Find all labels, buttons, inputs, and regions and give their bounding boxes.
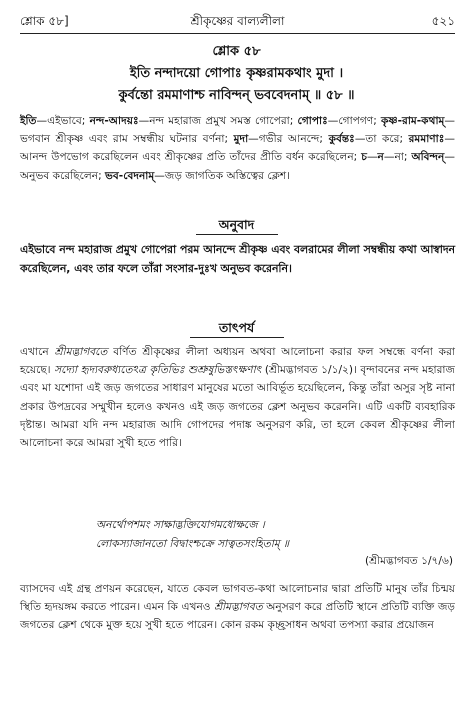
translation-heading-underline (196, 234, 278, 235)
syn-meaning: আনন্দ উপভোগ করেছিলেন এবং শ্রীকৃষ্ণের প্রতি তাঁদের প্রীতি বর্ধন করেছিলেন; (20, 151, 362, 164)
translation-text: এইভাবে নন্দ মহারাজ প্রমুখ গোপেরা পরম আনন্দে শ্রীকৃষ্ণ এবং বলরামের লীলা সম্বন্ধীয় কথা আস্বাদন করেছিলেন, এবং তার ফলে তাঁরা সংসার-দুঃখ অনুভব করেননি। (20, 243, 455, 275)
page-header (20, 10, 455, 32)
syn-word: ভব-বেদনাম্ (105, 169, 155, 182)
syn-meaning: এইভাবে; (47, 115, 90, 127)
purport-paragraph-2 (20, 580, 455, 635)
syn-word: কুর্বন্তঃ (328, 133, 355, 146)
purport-text: অনুসরণ করে প্রতিটি স্থানে প্রতিটি ব্যক্তি জড় জগতের ক্লেশ থেকে মুক্ত হয়ে সুখী হতে পারেন। কোন রকম কৃচ্ছ্রসাধন অথবা তপস্যা করার প্রয়োজন (20, 601, 455, 632)
header-chapter-title: শ্রীকৃষ্ণের বাল্যলীলা (190, 14, 285, 28)
syn-word: চ (361, 151, 367, 164)
header-verse-ref: শ্লোক ৫৮] (20, 14, 69, 28)
syn-word: নন্দ-আদয়ঃ (89, 115, 139, 127)
verse-line-1: ইতি নন্দাদয়ো গোপাঃ কৃষ্ণরামকথাং মুদা । (129, 66, 344, 81)
syn-word: কৃষ্ণ-রাম-কথাম্ (380, 115, 445, 127)
header-divider (20, 33, 455, 34)
sanskrit-quote-line-2: লোকস্যাজানতো বিদ্বাংশ্চক্রে সাত্বতসংহিতাম্ ॥ (96, 538, 290, 550)
syn-meaning: নন্দ মহারাজ প্রমুখ সমস্ত গোপেরা; (149, 115, 298, 127)
synonyms-paragraph: ইতি—এইভাবে; নন্দ-আদয়ঃ—নন্দ মহারাজ প্রমুখ সমস্ত গোপেরা; গোপাঃ—গোপগণ; কৃষ্ণ-রাম-কথাম্—ভগবান শ্রীকৃষ্ণ এবং রাম সম্বন্ধীয় ঘটনার বর্ণনা; মুদা—গভীর আনন্দে; কুর্বন্তঃ—তা করে; রমমাণাঃ—আনন্দ উপভোগ করেছিলেন এবং শ্রীকৃষ্ণের প্রতি তাঁদের প্রীতি বর্ধন করেছিলেন; চ—ন—না; অবিন্দন্—অনুভব করেছিলেন; ভব-বেদনাম্—জড় জাগতিক অস্তিত্বের ক্লেশ। (20, 115, 455, 182)
syn-word: মুদা (233, 133, 249, 146)
purport-text: এখানে (20, 346, 55, 358)
syn-word: গোপাঃ (297, 115, 328, 127)
purport-heading: তাৎপর্য (218, 320, 255, 335)
purport-book-title: শ্রীমদ্ভাগবতে (54, 346, 108, 358)
syn-word: রমমাণাঃ (408, 133, 445, 146)
syn-meaning: ভগবান শ্রীকৃষ্ণ এবং রাম সম্বন্ধীয় ঘটনার বর্ণনা; (20, 133, 234, 146)
syn-meaning: গোপগণ; (338, 115, 381, 127)
syn-word: অবিন্দন্ (411, 151, 445, 164)
purport-book-title: শ্রীমদ্ভাগবত (214, 601, 263, 614)
syn-word: ইতি (20, 115, 37, 127)
purport-text: বর্ণিত শ্রীকৃষ্ণের লীলা অধ্যয়ন অথবা আলোচনা করার ফল সম্বন্ধে বর্ণনা করা হয়েছে। (20, 346, 455, 377)
syn-meaning: তা করে; (365, 133, 409, 146)
purport-text: (শ্রীমদ্ভাগবত ১/১/২)। বৃন্দাবনের নন্দ মহারাজ এবং মা যশোদা এই জড় জগতের সাধারণ মানুষের মতো আবির্ভূত হয়েছিলেন, কিন্তু তাঁরা অসুর সৃষ্ট নানা প্রকার উপদ্রবের সম্মুখীন হলেও কখনও এই জড় জগতের ক্লেশ অনুভব করেননি। এটি একটি ব্যবহারিক দৃষ্টান্ত। আমরা যদি নন্দ মহারাজ আদি গোপদের পদাঙ্ক অনুসরণ করি, তা হলে কেবল শ্রীকৃষ্ণের লীলা আলোচনা করে আমরা সুখী হতে পারি। (20, 364, 455, 450)
purport-text: ব্যাসদেব এই গ্রন্থ প্রণয়ন করেছেন, যাতে কেবল ভাগবত-কথা আলোচনার দ্বারা প্রতিটি মানুষ তাঁর চিন্ময় স্থিতি হৃদয়ঙ্গম করতে পারেন। এমন কি এখনও (20, 583, 455, 614)
translation-heading: অনুবাদ (218, 217, 255, 232)
purport-sanskrit-quote: সদ্যো হৃদ্যবরুধ্যতেঽত্র কৃতিভিঃ শুশ্রুষুভিস্তৎক্ষণাৎ (54, 364, 262, 377)
purport-paragraph-1 (20, 343, 455, 452)
syn-meaning: অনুভব করেছিলেন; (20, 169, 106, 182)
page-number: ৫২১ (431, 14, 455, 28)
sanskrit-quote-line-1: অনর্থোপশমং সাক্ষাদ্ভক্তিযোগমধোক্ষজে । (96, 519, 265, 531)
syn-word: ন (377, 151, 384, 164)
syn-meaning: গভীর আনন্দে; (258, 133, 329, 146)
syn-meaning: জড় জাগতিক অস্তিত্বের ক্লেশ। (164, 169, 290, 182)
quote-reference: (শ্রীমদ্ভাগবত ১/৭/৬) (365, 555, 453, 567)
verse-title: শ্লোক ৫৮ (212, 44, 261, 59)
syn-meaning: না; (394, 151, 412, 164)
verse-line-2: কুর্বন্তো রমমাণাশ্চ নাবিন্দন্ ভববেদনাম্ ॥ ৫৮ ॥ (118, 88, 355, 103)
purport-heading-underline (190, 337, 284, 338)
